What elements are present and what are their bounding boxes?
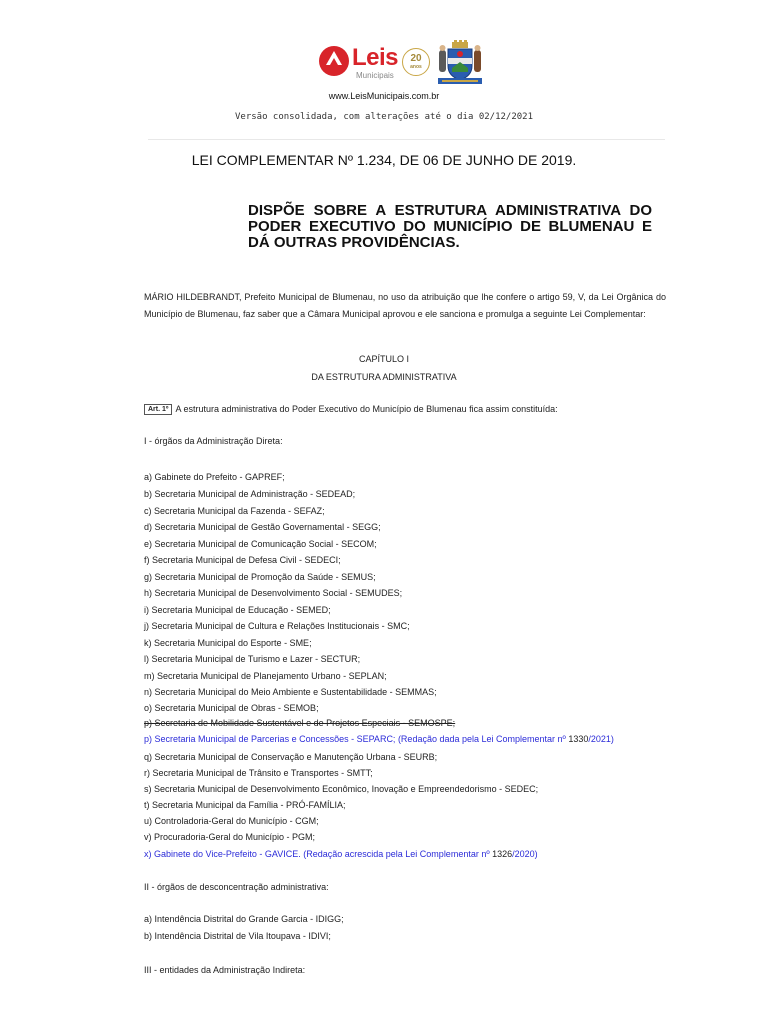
revoked-item-p: p) Secretaria de Mobilidade Sustentável e de Projetos Especiais - SEMOSPE; [144,718,456,728]
logo-brand-text: Leis [352,44,399,71]
logo-brand-subtext: Municipais [356,71,394,80]
article-1 [144,404,558,415]
chapter-number: CAPÍTULO I [358,354,409,364]
article-1-label-button[interactable]: Art. 1º [144,404,172,415]
adding-law-link[interactable]: 1326 [492,849,513,859]
list-item: o) Secretaria Municipal de Obras - SEMOB; [144,703,319,713]
list-item: m) Secretaria Municipal de Planejamento Urbano - SEPLAN; [144,671,387,681]
list-item: q) Secretaria Municipal de Conservação e Manutenção Urbana - SEURB; [144,752,438,762]
added-item-x: x) Gabinete do Vice-Prefeito - GAVICE. (Redação acrescida pela Lei Complementar nº 1326/2020) [144,849,538,859]
chapter-name: DA ESTRUTURA ADMINISTRATIVA [311,372,457,382]
article-1-text: A estrutura administrativa do Poder Executivo do Município de Blumenau fica assim constituída: [175,404,558,414]
list-item: e) Secretaria Municipal de Comunicação Social - SECOM; [144,539,377,549]
list-item: r) Secretaria Municipal de Trânsito e Transportes - SMTT; [144,768,373,778]
list-item: a) Intendência Distrital do Grande Garcia - IDIGG; [144,914,344,924]
site-header [0,40,768,90]
list-item: b) Intendência Distrital de Vila Itoupava - IDIVI; [144,931,331,941]
law-preamble: MÁRIO HILDEBRANDT, Prefeito Municipal de Blumenau, no uso da atribuição que lhe confere o artigo 59, V, da Lei Orgânica do Município de Blumenau, faz saber que a Câmara Municipal aprovou e ele sanciona e promulga a seguinte Lei Complementar: [144,292,666,319]
amending-law-link[interactable]: 1330 [568,734,589,744]
list-item: i) Secretaria Municipal de Educação - SEMED; [144,605,331,615]
list-item: n) Secretaria Municipal do Meio Ambiente e Sustentabilidade - SEMMAS; [144,687,437,697]
inciso-i: I - órgãos da Administração Direta: [144,436,283,446]
list-item: k) Secretaria Municipal do Esporte - SME; [144,638,312,648]
list-item: c) Secretaria Municipal da Fazenda - SEFAZ; [144,506,325,516]
list-item: j) Secretaria Municipal de Cultura e Relações Institucionais - SMC; [144,621,410,631]
list-item: h) Secretaria Municipal de Desenvolvimento Social - SEMUDES; [144,588,403,598]
list-item: g) Secretaria Municipal de Promoção da Saúde - SEMUS; [144,572,376,582]
law-ementa: DISPÕE SOBRE A ESTRUTURA ADMINISTRATIVA DO PODER EXECUTIVO DO MUNICÍPIO DE BLUMENAU E DÁ OUTRAS PROVIDÊNCIAS. [248,202,652,251]
list-item: s) Secretaria Municipal de Desenvolvimento Econômico, Inovação e Empreendedorismo - SEDEC; [144,784,539,794]
list-item: a) Gabinete do Prefeito - GAPREF; [144,472,285,482]
blumenau-coat-of-arms-icon [434,40,486,86]
header-divider [148,139,665,140]
list-item: b) Secretaria Municipal de Administração - SEDEAD; [144,489,356,499]
list-item: f) Secretaria Municipal de Defesa Civil - SEDECI; [144,555,341,565]
list-item: d) Secretaria Municipal de Gestão Governamental - SEGG; [144,522,381,532]
site-url-link[interactable]: www.LeisMunicipais.com.br [328,91,440,101]
list-item: l) Secretaria Municipal de Turismo e Lazer - SECTUR; [144,654,361,664]
list-item: t) Secretaria Municipal da Família - PRÓ-FAMÍLIA; [144,800,346,810]
list-item: u) Controladoria-Geral do Município - CGM; [144,816,319,826]
law-title: LEI COMPLEMENTAR Nº 1.234, DE 06 DE JUNHO DE 2019. [191,152,577,168]
consolidated-version-note: Versão consolidada, com alterações até o dia 02/12/2021 [234,112,533,122]
inciso-ii: II - órgãos de desconcentração administrativa: [144,882,329,892]
list-item: v) Procuradoria-Geral do Município - PGM; [144,832,316,842]
anniversary-seal-icon: 20 anos [402,48,430,76]
amended-item-p: p) Secretaria Municipal de Parcerias e Concessões - SEPARC; (Redação dada pela Lei Complementar nº 1330/2021) [144,734,614,744]
inciso-iii: III - entidades da Administração Indireta: [144,965,306,975]
